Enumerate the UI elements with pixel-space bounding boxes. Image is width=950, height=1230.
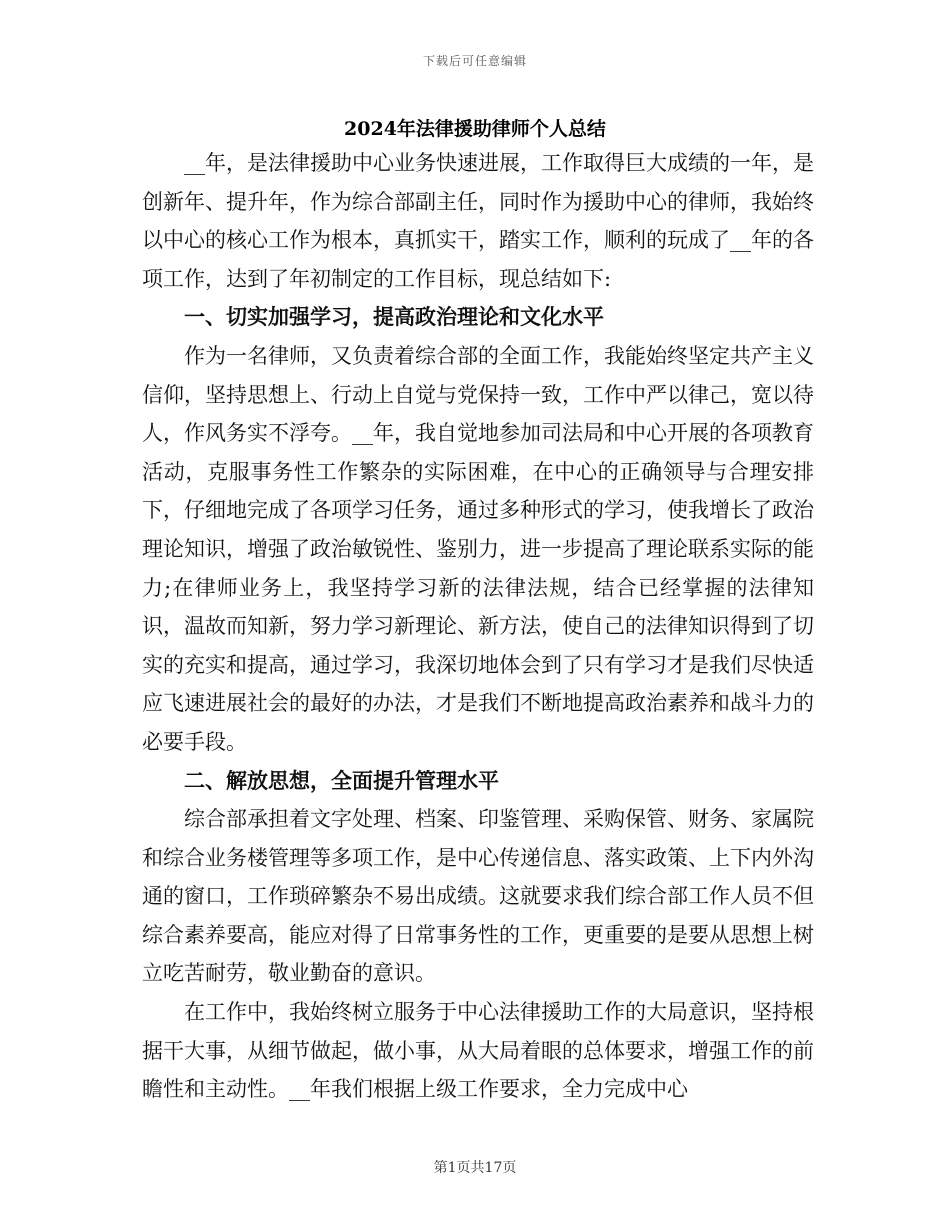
- section-2-heading: 二、解放思想，全面提升管理水平: [184, 767, 499, 793]
- document-body: [142, 144, 814, 1109]
- section-1-paragraph-1: 作为一名律师，又负责着综合部的全面工作，我能始终坚定共产主义信仰，坚持思想上、行动上自觉与党保持一致，工作中严以律己，宽以待人，作风务实不浮夸。__年，我自觉地参加司法局和中心开展的各项教育活动，克服事务性工作繁杂的实际困难，在中心的正确领导与合理安排下，仔细地完成了各项学习任务，通过多种形式的学习，使我增长了政治理论知识，增强了政治敏锐性、鉴别力，进一步提高了理论联系实际的能力;在律师业务上，我坚持学习新的法律法规，结合已经掌握的法律知识，温故而知新，努力学习新理论、新方法，使自己的法律知识得到了切实的充实和提高，通过学习，我深切地体会到了只有学习才是我们尽快适应飞速进展社会的最好的办法，才是我们不断地提高政治素养和战斗力的必要手段。: [142, 343, 814, 754]
- page-header-note: 下载后可任意编辑: [422, 54, 527, 68]
- section-2-paragraph-2: 在工作中，我始终树立服务于中心法律援助工作的大局意识，坚持根据干大事，从细节做起，做小事，从大局着眼的总体要求，增强工作的前瞻性和主动性。__年我们根据上级工作要求，全力完成中心: [142, 1000, 814, 1102]
- intro-paragraph: __年，是法律援助中心业务快速进展，工作取得巨大成绩的一年，是创新年、提升年，作为综合部副主任，同时作为援助中心的律师，我始终以中心的核心工作为根本，真抓实干，踏实工作，顺利的玩成了__年的各项工作，达到了年初制定的工作目标，现总结如下:: [142, 151, 814, 291]
- section-2-paragraph-1: 综合部承担着文字处理、档案、印鉴管理、采购保管、财务、家属院和综合业务楼管理等多项工作，是中心传递信息、落实政策、上下内外沟通的窗口，工作琐碎繁杂不易出成绩。这就要求我们综合部工作人员不但综合素养要高，能应对得了日常事务性的工作，更重要的是要从思想上树立吃苦耐劳，敬业勤奋的意识。: [142, 807, 814, 986]
- page-number-footer: 第1页共17页: [433, 1160, 517, 1176]
- section-1-heading: 一、切实加强学习，提高政治理论和文化水平: [184, 304, 604, 330]
- document-title: 2024年法律援助律师个人总结: [344, 118, 606, 140]
